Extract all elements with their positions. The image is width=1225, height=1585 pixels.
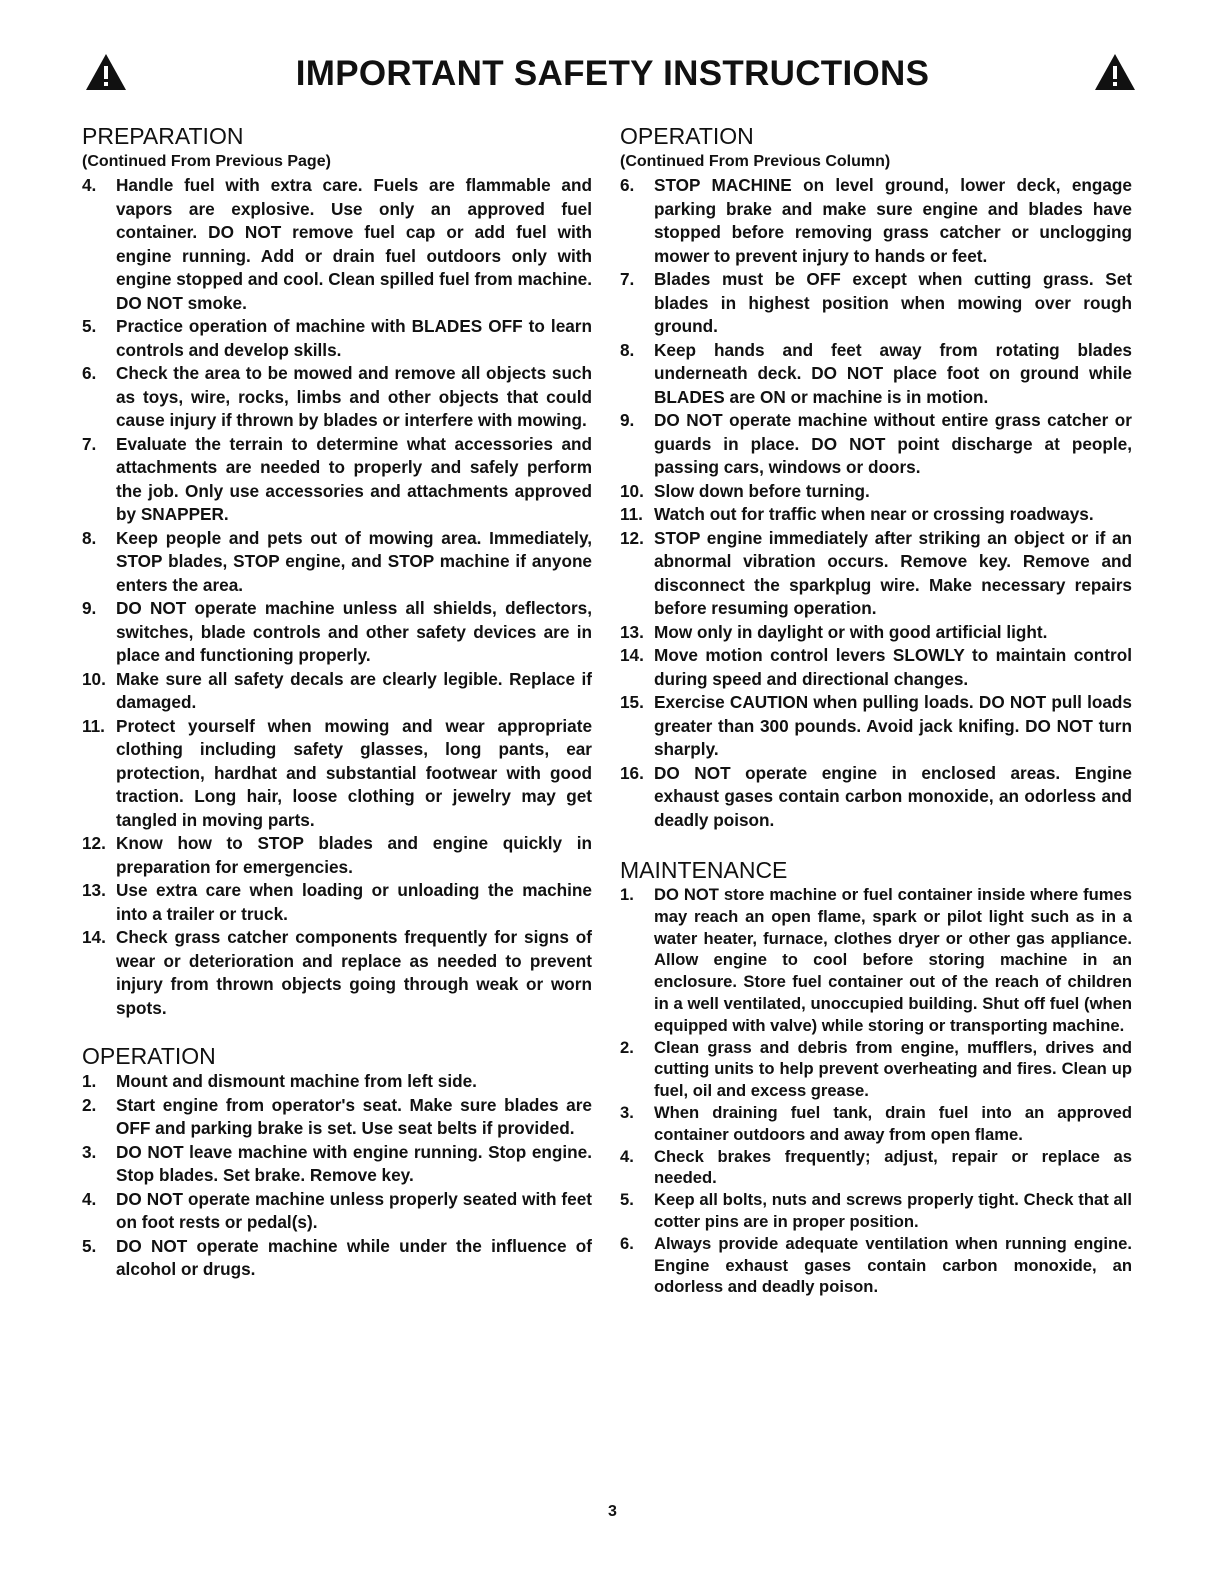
list-item	[82, 926, 592, 1020]
list-item	[620, 1189, 1132, 1233]
list-item	[82, 1094, 592, 1141]
item-number: 8.	[620, 339, 635, 360]
page-header	[0, 52, 1225, 102]
list-item	[82, 527, 592, 598]
item-number: 4.	[82, 175, 97, 195]
list-item	[620, 1146, 1132, 1190]
item-text: Handle fuel with extra care. Fuels are flammable and vapors are explosive. Use only an approved fuel container. DO NOT remove fuel cap or add fuel with engine running. Add or drain fuel outdoors only with engine stopped and cool. Clean spilled fuel from machine. DO NOT smoke.	[116, 175, 592, 313]
list-item	[82, 1070, 592, 1094]
item-text: Know how to STOP blades and engine quickly in preparation for emergencies.	[116, 833, 592, 877]
continued-note: (Continued From Previous Column)	[620, 153, 891, 170]
item-number: 7.	[82, 433, 97, 454]
list-item	[82, 174, 592, 315]
item-text: Clean grass and debris from engine, mufflers, drives and cutting units to help prevent overheating and fires. Clean up fuel, oil and excess grease.	[654, 1037, 1132, 1101]
preparation-list	[82, 174, 592, 1020]
item-number: 9.	[82, 598, 97, 618]
item-text: STOP engine immediately after striking an object or if an abnormal vibration occurs. Remove key. Remove and disconnect the sparkplug wire. Make necessary repairs before resuming operation.	[654, 527, 1132, 618]
item-text: Move motion control levers SLOWLY to maintain control during speed and directional changes.	[654, 645, 1132, 689]
maintenance-list	[620, 884, 1132, 1298]
right-column	[620, 122, 1132, 1298]
item-text: Keep all bolts, nuts and screws properly tight. Check that all cotter pins are in proper position.	[654, 1190, 1132, 1231]
item-number: 5.	[82, 316, 97, 336]
item-text: Start engine from operator's seat. Make sure blades are OFF and parking brake is set. Use seat belts if provided.	[116, 1094, 592, 1138]
item-number: 6.	[620, 1233, 634, 1253]
page-title: IMPORTANT SAFETY INSTRUCTIONS	[295, 54, 930, 93]
list-item	[620, 1233, 1132, 1298]
warning-triangle-icon	[1093, 52, 1137, 92]
item-text: DO NOT operate machine unless all shields, deflectors, switches, blade controls and other safety devices are in place and functioning properly.	[116, 598, 592, 665]
item-text: Keep people and pets out of mowing area. Immediately, STOP blades, STOP engine, and STOP machine if anyone enters the area.	[116, 527, 592, 595]
item-number: 3.	[82, 1141, 97, 1162]
list-item	[620, 409, 1132, 480]
item-number: 5.	[82, 1235, 97, 1256]
item-text: Slow down before turning.	[654, 480, 870, 501]
item-number: 13.	[82, 880, 106, 900]
list-item	[620, 268, 1132, 339]
continued-note: (Continued From Previous Page)	[82, 153, 331, 170]
item-text: Use extra care when loading or unloading the machine into a trailer or truck.	[116, 880, 592, 924]
item-text: Always provide adequate ventilation when running engine. Engine exhaust gases contain carbon monoxide, an odorless and deadly poison.	[654, 1233, 1132, 1297]
item-text: Evaluate the terrain to determine what accessories and attachments are needed to properly and safely perform the job. Only use accessories and attachments approved by SNAPPER.	[116, 433, 592, 524]
item-text: DO NOT operate engine in enclosed areas. Engine exhaust gases contain carbon monoxide, an odorless and deadly poison.	[654, 762, 1132, 830]
list-item	[82, 668, 592, 715]
item-text: DO NOT leave machine with engine running. Stop engine. Stop blades. Set brake. Remove key.	[116, 1141, 592, 1185]
operation-list-continued	[620, 174, 1132, 832]
item-number: 12.	[620, 527, 644, 548]
list-item	[620, 480, 1132, 504]
operation-list	[82, 1070, 592, 1282]
list-item	[82, 1188, 592, 1235]
item-text: When draining fuel tank, drain fuel into an approved container outdoors and away from open flame.	[654, 1102, 1132, 1144]
item-text: Check brakes frequently; adjust, repair or replace as needed.	[654, 1146, 1132, 1188]
item-text: DO NOT operate machine unless properly seated with feet on foot rests or pedal(s).	[116, 1188, 592, 1232]
item-number: 14.	[82, 927, 106, 947]
item-number: 12.	[82, 833, 106, 853]
item-text: Mount and dismount machine from left side.	[116, 1071, 477, 1091]
list-item	[82, 433, 592, 527]
list-item	[620, 884, 1132, 1037]
item-number: 3.	[620, 1102, 634, 1122]
item-number: 7.	[620, 269, 635, 289]
item-text: STOP MACHINE on level ground, lower deck, engage parking brake and make sure engine and blades have stopped before removing grass catcher or unclogging mower to prevent injury to hands or feet.	[654, 175, 1132, 266]
list-item	[620, 174, 1132, 268]
item-number: 11.	[620, 504, 643, 524]
list-item	[82, 597, 592, 668]
list-item	[82, 315, 592, 362]
item-number: 15.	[620, 692, 644, 712]
item-text: Check grass catcher components frequently for signs of wear or deterioration and replace as needed to prevent injury from thrown objects going through weak or worn spots.	[116, 927, 592, 1018]
list-item	[620, 527, 1132, 621]
section-heading-preparation: PREPARATION	[82, 123, 244, 149]
item-number: 6.	[620, 175, 635, 195]
list-item	[82, 1141, 592, 1188]
item-number: 10.	[620, 480, 644, 501]
list-item	[82, 362, 592, 433]
item-text: DO NOT store machine or fuel container inside where fumes may reach an open flame, spark or pilot light such as in a water heater, furnace, clothes dryer or other gas appliance. Allow engine to cool before storing machine in an enclosure. Store fuel container out of the reach of children in a well ventilated, unoccupied building. Shut off fuel (when equipped with valve) while storing or transporting machine.	[654, 885, 1132, 1035]
item-number: 1.	[620, 885, 634, 904]
item-text: Protect yourself when mowing and wear appropriate clothing including safety glasses, long pants, ear protection, hardhat and substantial footwear with good traction. Long hair, loose clothing or jewelry may get tangled in moving parts.	[116, 715, 592, 830]
page-number: 3	[608, 1503, 617, 1520]
item-text: Exercise CAUTION when pulling loads. DO NOT pull loads greater than 300 pounds. Avoid jack knifing. DO NOT turn sharply.	[654, 692, 1132, 759]
item-number: 9.	[620, 410, 635, 430]
list-item	[82, 879, 592, 926]
list-item	[620, 691, 1132, 762]
list-item	[620, 503, 1132, 527]
item-text: Watch out for traffic when near or crossing roadways.	[654, 504, 1094, 524]
item-text: DO NOT operate machine without entire grass catcher or guards in place. DO NOT point discharge at people, passing cars, windows or doors.	[654, 410, 1132, 477]
item-text: Keep hands and feet away from rotating blades underneath deck. DO NOT place foot on ground while BLADES are ON or machine is in motion.	[654, 339, 1132, 407]
item-number: 2.	[82, 1094, 97, 1115]
item-number: 10.	[82, 668, 106, 689]
item-text: DO NOT operate machine while under the influence of alcohol or drugs.	[116, 1235, 592, 1279]
section-heading-maintenance: MAINTENANCE	[620, 857, 788, 883]
list-item	[620, 644, 1132, 691]
item-number: 4.	[620, 1146, 634, 1166]
item-number: 14.	[620, 645, 644, 665]
item-number: 4.	[82, 1188, 97, 1209]
item-number: 6.	[82, 363, 97, 383]
item-text: Check the area to be mowed and remove all objects such as toys, wire, rocks, limbs and other objects that could cause injury if thrown by blades or interfere with mowing.	[116, 363, 592, 430]
list-item	[620, 621, 1132, 645]
item-text: Make sure all safety decals are clearly legible. Replace if damaged.	[116, 668, 592, 712]
list-item	[82, 1235, 592, 1282]
section-heading-operation-continued: OPERATION	[620, 123, 754, 149]
list-item	[620, 1102, 1132, 1146]
item-number: 11.	[82, 715, 105, 736]
item-number: 8.	[82, 527, 97, 548]
left-column	[82, 122, 592, 1282]
list-item	[82, 715, 592, 833]
list-item	[620, 1037, 1132, 1102]
item-number: 5.	[620, 1190, 634, 1210]
item-number: 13.	[620, 621, 644, 642]
item-text: Mow only in daylight or with good artificial light.	[654, 621, 1048, 642]
item-number: 16.	[620, 762, 644, 783]
section-heading-operation: OPERATION	[82, 1043, 216, 1069]
item-number: 2.	[620, 1037, 634, 1057]
list-item	[82, 832, 592, 879]
item-number: 1.	[82, 1071, 97, 1091]
item-text: Practice operation of machine with BLADES OFF to learn controls and develop skills.	[116, 316, 592, 360]
item-text: Blades must be OFF except when cutting grass. Set blades in highest position when mowing over rough ground.	[654, 269, 1132, 336]
list-item	[620, 339, 1132, 410]
list-item	[620, 762, 1132, 833]
